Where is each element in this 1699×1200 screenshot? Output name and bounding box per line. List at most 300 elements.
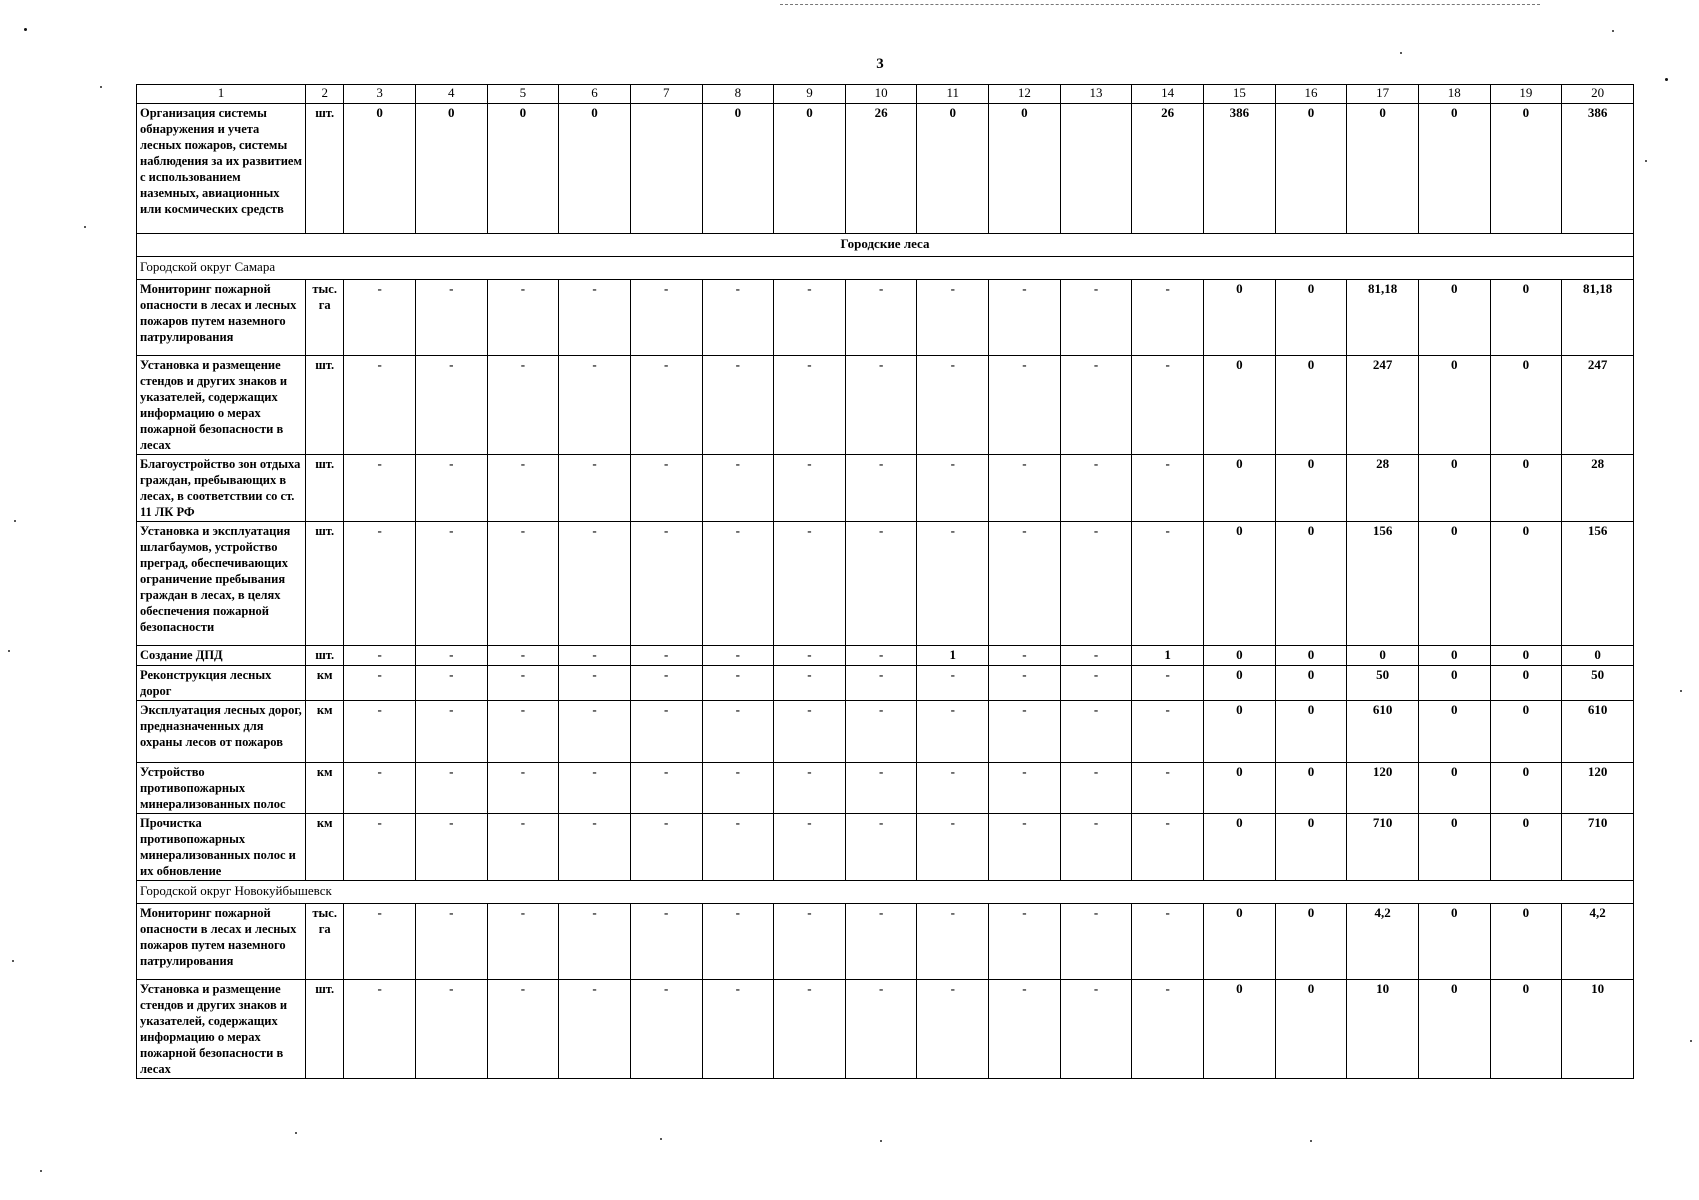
value-cell: - (845, 646, 917, 666)
scan-speck (1690, 1040, 1692, 1042)
unit-cell: км (306, 701, 344, 763)
value-cell: - (917, 814, 989, 881)
unit-cell: км (306, 666, 344, 701)
unit-cell: шт. (306, 646, 344, 666)
value-cell: 0 (1418, 646, 1490, 666)
value-cell: - (702, 280, 774, 356)
value-cell: - (1060, 646, 1132, 666)
value-cell: - (1060, 280, 1132, 356)
page-number: 3 (876, 56, 884, 72)
column-header-15: 15 (1204, 85, 1276, 104)
scan-speck (1665, 78, 1668, 81)
value-cell: - (1132, 455, 1204, 522)
scan-speck (660, 1138, 662, 1140)
column-header-13: 13 (1060, 85, 1132, 104)
column-header-3: 3 (344, 85, 416, 104)
value-cell: - (1060, 522, 1132, 646)
value-cell: 0 (344, 104, 416, 234)
value-cell: - (1060, 666, 1132, 701)
value-cell: - (1060, 356, 1132, 455)
section-heading-row (137, 234, 1634, 257)
value-cell: 0 (1490, 763, 1562, 814)
value-cell: - (415, 904, 487, 980)
value-cell: 0 (1204, 701, 1276, 763)
value-cell: 0 (1275, 646, 1347, 666)
value-cell: 26 (845, 104, 917, 234)
value-cell: - (1132, 666, 1204, 701)
table-row (137, 904, 1634, 980)
value-cell: 0 (1275, 980, 1347, 1079)
value-cell: - (1132, 814, 1204, 881)
value-cell: - (702, 763, 774, 814)
value-cell: - (1132, 701, 1204, 763)
value-cell: - (415, 280, 487, 356)
value-cell: 4,2 (1562, 904, 1634, 980)
value-cell: 81,18 (1562, 280, 1634, 356)
value-cell: - (774, 814, 846, 881)
value-cell: 0 (917, 104, 989, 234)
value-cell: 0 (1275, 280, 1347, 356)
value-cell: 10 (1562, 980, 1634, 1079)
table-row (137, 814, 1634, 881)
value-cell: 28 (1347, 455, 1419, 522)
unit-cell: тыс. га (306, 904, 344, 980)
value-cell: - (344, 646, 416, 666)
value-cell: - (559, 455, 631, 522)
activity-name: Эксплуатация лесных дорог, предназначенных для охраны лесов от пожаров (137, 701, 306, 763)
table-row (137, 980, 1634, 1079)
value-cell: - (845, 814, 917, 881)
value-cell: - (845, 356, 917, 455)
value-cell: 28 (1562, 455, 1634, 522)
column-header-6: 6 (559, 85, 631, 104)
value-cell: - (917, 455, 989, 522)
value-cell: - (774, 356, 846, 455)
value-cell: - (630, 522, 702, 646)
value-cell: 0 (1418, 356, 1490, 455)
value-cell: - (989, 356, 1061, 455)
value-cell: - (1060, 904, 1132, 980)
value-cell: - (559, 666, 631, 701)
table-row (137, 280, 1634, 356)
column-header-5: 5 (487, 85, 559, 104)
value-cell: - (917, 904, 989, 980)
value-cell: 386 (1562, 104, 1634, 234)
column-header-2: 2 (306, 85, 344, 104)
unit-cell: км (306, 814, 344, 881)
table-row (137, 104, 1634, 234)
value-cell: 247 (1347, 356, 1419, 455)
activity-name: Установка и размещение стендов и других знаков и указателей, содержащих информацию о мерах пожарной безопасности в лесах (137, 980, 306, 1079)
value-cell: 0 (989, 104, 1061, 234)
table-row (137, 522, 1634, 646)
value-cell: 610 (1347, 701, 1419, 763)
value-cell: - (774, 522, 846, 646)
activity-name: Установка и эксплуатация шлагбаумов, устройство преград, обеспечивающих ограничение пребывания граждан в лесах, в целях обеспечения пожарной безопасности (137, 522, 306, 646)
value-cell: - (917, 763, 989, 814)
scan-speck (12, 960, 14, 962)
value-cell: - (989, 980, 1061, 1079)
value-cell: - (845, 666, 917, 701)
value-cell: - (344, 904, 416, 980)
value-cell: - (774, 646, 846, 666)
value-cell: 0 (1418, 455, 1490, 522)
column-header-8: 8 (702, 85, 774, 104)
activity-name: Устройство противопожарных минерализованных полос (137, 763, 306, 814)
value-cell: 0 (1204, 280, 1276, 356)
value-cell: 0 (1204, 522, 1276, 646)
area-heading-row (137, 257, 1634, 280)
value-cell: 0 (1275, 814, 1347, 881)
scan-speck (880, 1140, 882, 1142)
value-cell: - (1132, 522, 1204, 646)
value-cell: - (344, 455, 416, 522)
scan-speck (84, 226, 86, 228)
value-cell: - (487, 455, 559, 522)
scan-speck (1680, 690, 1682, 692)
value-cell: 0 (1490, 814, 1562, 881)
value-cell: 0 (1418, 980, 1490, 1079)
activity-name: Благоустройство зон отдыха граждан, пребывающих в лесах, в соответствии со ст. 11 ЛК РФ (137, 455, 306, 522)
value-cell: - (702, 646, 774, 666)
value-cell: 4,2 (1347, 904, 1419, 980)
value-cell: 0 (1204, 455, 1276, 522)
value-cell: - (487, 666, 559, 701)
value-cell: 0 (1275, 763, 1347, 814)
value-cell: - (487, 356, 559, 455)
value-cell: 1 (1132, 646, 1204, 666)
value-cell: - (1060, 814, 1132, 881)
unit-cell: тыс. га (306, 280, 344, 356)
scan-top-rule (780, 4, 1540, 5)
value-cell: 0 (1418, 522, 1490, 646)
value-cell: - (774, 701, 846, 763)
value-cell: - (1132, 763, 1204, 814)
activity-name: Прочистка противопожарных минерализованных полос и их обновление (137, 814, 306, 881)
unit-cell: шт. (306, 104, 344, 234)
value-cell: 0 (1490, 701, 1562, 763)
value-cell: - (702, 666, 774, 701)
value-cell: 0 (1490, 904, 1562, 980)
value-cell: - (630, 980, 702, 1079)
column-header-10: 10 (845, 85, 917, 104)
value-cell: - (415, 814, 487, 881)
scan-speck (100, 86, 102, 88)
value-cell: - (487, 280, 559, 356)
value-cell: - (559, 904, 631, 980)
unit-cell: км (306, 763, 344, 814)
column-header-11: 11 (917, 85, 989, 104)
value-cell: - (630, 904, 702, 980)
value-cell: 0 (1204, 980, 1276, 1079)
planning-table (136, 84, 1634, 1079)
value-cell: - (630, 280, 702, 356)
value-cell: 0 (1490, 356, 1562, 455)
value-cell: - (774, 763, 846, 814)
column-header-7: 7 (630, 85, 702, 104)
value-cell: 1 (917, 646, 989, 666)
column-header-20: 20 (1562, 85, 1634, 104)
section-heading: Городские леса (137, 234, 1634, 257)
value-cell: - (917, 701, 989, 763)
value-cell: - (415, 701, 487, 763)
value-cell: - (415, 522, 487, 646)
value-cell: 0 (1275, 104, 1347, 234)
value-cell: 0 (1204, 904, 1276, 980)
value-cell: - (917, 980, 989, 1079)
value-cell: - (559, 814, 631, 881)
value-cell: - (487, 763, 559, 814)
value-cell: - (415, 666, 487, 701)
value-cell: - (1060, 701, 1132, 763)
value-cell: 120 (1562, 763, 1634, 814)
value-cell: - (415, 980, 487, 1079)
value-cell: 0 (1490, 646, 1562, 666)
value-cell: 0 (1418, 701, 1490, 763)
value-cell: 0 (1204, 814, 1276, 881)
value-cell: - (774, 980, 846, 1079)
value-cell: - (344, 701, 416, 763)
value-cell: 81,18 (1347, 280, 1419, 356)
scan-speck (1612, 30, 1614, 32)
activity-name: Мониторинг пожарной опасности в лесах и лесных пожаров путем наземного патрулирования (137, 280, 306, 356)
value-cell: 0 (1347, 646, 1419, 666)
value-cell: - (1060, 455, 1132, 522)
value-cell: 0 (415, 104, 487, 234)
value-cell: 50 (1562, 666, 1634, 701)
value-cell: - (487, 980, 559, 1079)
value-cell: - (989, 522, 1061, 646)
value-cell: - (344, 522, 416, 646)
value-cell: - (845, 904, 917, 980)
value-cell: - (630, 666, 702, 701)
value-cell: - (774, 280, 846, 356)
value-cell: - (989, 701, 1061, 763)
value-cell: - (559, 280, 631, 356)
value-cell: - (630, 356, 702, 455)
table-row (137, 356, 1634, 455)
unit-cell: шт. (306, 356, 344, 455)
value-cell: 0 (1275, 701, 1347, 763)
value-cell: 0 (559, 104, 631, 234)
value-cell: 0 (1490, 666, 1562, 701)
value-cell: - (559, 356, 631, 455)
scan-speck (24, 28, 27, 31)
activity-name: Создание ДПД (137, 646, 306, 666)
value-cell: - (1132, 904, 1204, 980)
value-cell: - (989, 763, 1061, 814)
value-cell: 0 (1490, 280, 1562, 356)
value-cell: - (917, 522, 989, 646)
value-cell: - (989, 646, 1061, 666)
scan-speck (8, 650, 10, 652)
value-cell: 0 (1418, 280, 1490, 356)
column-header-14: 14 (1132, 85, 1204, 104)
value-cell: - (917, 356, 989, 455)
value-cell: - (845, 280, 917, 356)
value-cell: 156 (1347, 522, 1419, 646)
value-cell: - (344, 763, 416, 814)
value-cell: 120 (1347, 763, 1419, 814)
value-cell: 0 (1490, 980, 1562, 1079)
value-cell: 0 (1275, 904, 1347, 980)
value-cell: 386 (1204, 104, 1276, 234)
value-cell: - (487, 814, 559, 881)
value-cell: 0 (1204, 356, 1276, 455)
value-cell: - (630, 701, 702, 763)
value-cell: - (487, 904, 559, 980)
value-cell: - (415, 356, 487, 455)
column-header-19: 19 (1490, 85, 1562, 104)
value-cell: 0 (1490, 104, 1562, 234)
value-cell: 0 (1418, 814, 1490, 881)
value-cell: - (1132, 356, 1204, 455)
value-cell: 0 (1204, 763, 1276, 814)
table-row (137, 701, 1634, 763)
value-cell: - (774, 666, 846, 701)
table-row (137, 666, 1634, 701)
value-cell: - (702, 904, 774, 980)
value-cell: - (630, 763, 702, 814)
value-cell: - (845, 763, 917, 814)
value-cell: - (989, 904, 1061, 980)
value-cell: - (559, 646, 631, 666)
value-cell (1060, 104, 1132, 234)
value-cell: - (989, 455, 1061, 522)
unit-cell: шт. (306, 522, 344, 646)
value-cell: - (559, 980, 631, 1079)
value-cell: - (487, 522, 559, 646)
value-cell: - (845, 701, 917, 763)
value-cell: 0 (1562, 646, 1634, 666)
area-heading: Городской округ Самара (137, 257, 1634, 280)
value-cell: 0 (774, 104, 846, 234)
value-cell: - (344, 980, 416, 1079)
value-cell: - (917, 280, 989, 356)
table-body (137, 104, 1634, 1079)
value-cell: - (774, 455, 846, 522)
value-cell: - (774, 904, 846, 980)
value-cell: - (702, 455, 774, 522)
value-cell: - (845, 455, 917, 522)
value-cell: - (344, 280, 416, 356)
value-cell: - (702, 814, 774, 881)
table-row (137, 763, 1634, 814)
activity-name: Организация системы обнаружения и учета лесных пожаров, системы наблюдения за их развитием с использованием наземных, авиационных или космических средств (137, 104, 306, 234)
value-cell: 0 (1490, 455, 1562, 522)
area-heading-row (137, 881, 1634, 904)
value-cell: 26 (1132, 104, 1204, 234)
activity-name: Установка и размещение стендов и других знаков и указателей, содержащих информацию о мерах пожарной безопасности в лесах (137, 356, 306, 455)
value-cell: 10 (1347, 980, 1419, 1079)
value-cell: 0 (1275, 356, 1347, 455)
value-cell: 710 (1562, 814, 1634, 881)
value-cell: - (989, 666, 1061, 701)
value-cell: 156 (1562, 522, 1634, 646)
value-cell: 0 (1490, 522, 1562, 646)
table-row (137, 455, 1634, 522)
value-cell: 710 (1347, 814, 1419, 881)
value-cell: 247 (1562, 356, 1634, 455)
value-cell: 0 (1418, 104, 1490, 234)
value-cell: - (1132, 280, 1204, 356)
scan-speck (40, 1170, 42, 1172)
column-header-12: 12 (989, 85, 1061, 104)
value-cell: - (845, 522, 917, 646)
header-row (137, 85, 1634, 104)
value-cell: 0 (1275, 522, 1347, 646)
area-heading: Городской округ Новокуйбышевск (137, 881, 1634, 904)
scan-speck (1310, 1140, 1312, 1142)
value-cell: - (415, 763, 487, 814)
value-cell: - (1060, 763, 1132, 814)
value-cell: 0 (1418, 763, 1490, 814)
value-cell (630, 104, 702, 234)
value-cell: 610 (1562, 701, 1634, 763)
value-cell: - (559, 701, 631, 763)
value-cell: - (344, 356, 416, 455)
scan-speck (14, 520, 16, 522)
unit-cell: шт. (306, 980, 344, 1079)
value-cell: 0 (1275, 455, 1347, 522)
activity-name: Реконструкция лесных дорог (137, 666, 306, 701)
value-cell: - (630, 455, 702, 522)
value-cell: - (487, 646, 559, 666)
column-header-4: 4 (415, 85, 487, 104)
value-cell: 0 (1204, 646, 1276, 666)
value-cell: - (1060, 980, 1132, 1079)
column-header-16: 16 (1275, 85, 1347, 104)
value-cell: - (917, 666, 989, 701)
value-cell: - (630, 814, 702, 881)
value-cell: - (989, 280, 1061, 356)
value-cell: 0 (1204, 666, 1276, 701)
value-cell: 0 (1418, 666, 1490, 701)
activity-name: Мониторинг пожарной опасности в лесах и лесных пожаров путем наземного патрулирования (137, 904, 306, 980)
value-cell: - (702, 522, 774, 646)
value-cell: - (344, 666, 416, 701)
value-cell: 0 (702, 104, 774, 234)
value-cell: - (559, 763, 631, 814)
value-cell: - (415, 646, 487, 666)
column-header-1: 1 (137, 85, 306, 104)
value-cell: 0 (1418, 904, 1490, 980)
unit-cell: шт. (306, 455, 344, 522)
value-cell: 0 (1347, 104, 1419, 234)
value-cell: - (989, 814, 1061, 881)
value-cell: 50 (1347, 666, 1419, 701)
value-cell: - (1132, 980, 1204, 1079)
scan-speck (1400, 52, 1402, 54)
column-header-17: 17 (1347, 85, 1419, 104)
scan-speck (295, 1132, 297, 1134)
scan-speck (1645, 160, 1647, 162)
column-header-9: 9 (774, 85, 846, 104)
table-row (137, 646, 1634, 666)
column-header-18: 18 (1418, 85, 1490, 104)
value-cell: - (630, 646, 702, 666)
value-cell: - (845, 980, 917, 1079)
value-cell: 0 (487, 104, 559, 234)
value-cell: - (702, 356, 774, 455)
value-cell: - (415, 455, 487, 522)
value-cell: 0 (1275, 666, 1347, 701)
value-cell: - (559, 522, 631, 646)
value-cell: - (702, 701, 774, 763)
value-cell: - (487, 701, 559, 763)
value-cell: - (702, 980, 774, 1079)
value-cell: - (344, 814, 416, 881)
